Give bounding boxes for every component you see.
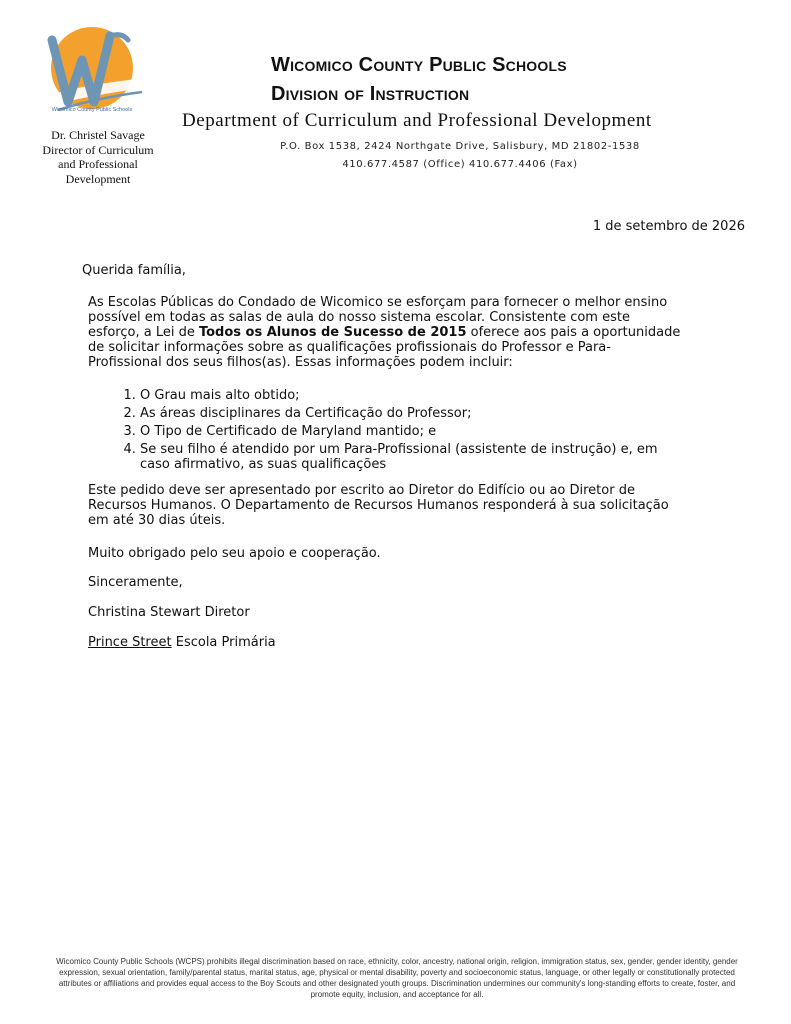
greeting: Querida família,: [82, 263, 186, 278]
paragraph-intro: [88, 295, 682, 370]
school-name-underlined: Prince Street: [88, 635, 172, 650]
signer: Christina Stewart Diretor: [88, 605, 250, 620]
info-list: [82, 388, 682, 472]
school-name-rest: Escola Primária: [171, 635, 276, 650]
director-title-line: Director of Curriculum: [42, 142, 154, 157]
contact-block: [250, 138, 670, 174]
paragraph-thanks: Muito obrigado pelo seu apoio e cooperação.: [88, 546, 381, 561]
list-item: 1. O Grau mais alto obtido;: [140, 388, 682, 403]
closing: Sinceramente,: [88, 575, 183, 590]
address: P.O. Box 1538, 2424 Northgate Drive, Salisbury, MD 21802-1538: [280, 141, 640, 152]
director-name: Dr. Christel Savage: [51, 128, 145, 142]
school-name: [88, 635, 682, 650]
list-item: 3. O Tipo de Certificado de Maryland mantido; e: [140, 424, 682, 439]
intro-text-a: As Escolas Públicas do Condado de Wicomico se esforçam para fornecer o melhor ensino possível em todas as salas de aula do nosso sistema escolar. Consistente com este esforço, a Lei de: [88, 295, 668, 340]
phone-fax: 410.677.4587 (Office) 410.677.4406 (Fax): [342, 159, 578, 170]
intro-text-b: oferece aos pais a oportunidade de solicitar informações sobre as qualificações profissionais do Professor e Para-Profissional dos seus filhos(as). Essas informações podem incluir:: [88, 325, 681, 370]
department-name: Department of Curriculum and Professional Development: [182, 110, 652, 131]
division-name: Division of Instruction: [271, 83, 470, 105]
logo-caption: Wicomico County Public Schools: [51, 107, 133, 113]
nondiscrimination-footer: Wicomico County Public Schools (WCPS) prohibits illegal discrimination based on race, ethnicity, color, ancestry, national origin, religion, immigration status, sex, gender, gender identity, gender expression, sexual orientation, family/parental status, marital status, age, physical or mental disability, poverty and socioeconomic status, language, or other legally or constitutionally protected attributes or affiliations and provides equal access to the Boy Scouts and other designated youth groups. Discrimination undermines our community's long-standing efforts to create, foster, and promote equity, inclusion, and acceptance for all.: [56, 957, 738, 999]
director-title-line: Development: [65, 171, 131, 186]
director-block: [24, 128, 172, 186]
org-name: Wicomico County Public Schools: [271, 54, 567, 76]
org-heading: [271, 51, 567, 109]
letter-body: [82, 263, 682, 650]
act-name: Todos os Alunos de Sucesso de 2015: [198, 325, 467, 340]
paragraph-request: Este pedido deve ser apresentado por escrito ao Diretor do Edifício ou ao Diretor de Recursos Humanos. O Departamento de Recursos Humanos responderá à sua solicitação em até 30 dias úteis.: [88, 483, 669, 528]
list-item: 2. As áreas disciplinares da Certificação do Professor;: [140, 406, 682, 421]
letter-date: 1 de setembro de 2026: [592, 219, 745, 234]
list-item: 4. Se seu filho é atendido por um Para-Profissional (assistente de instrução) e, em caso afirmativo, as suas qualificações: [140, 442, 682, 472]
director-title-line: and Professional: [58, 157, 138, 171]
